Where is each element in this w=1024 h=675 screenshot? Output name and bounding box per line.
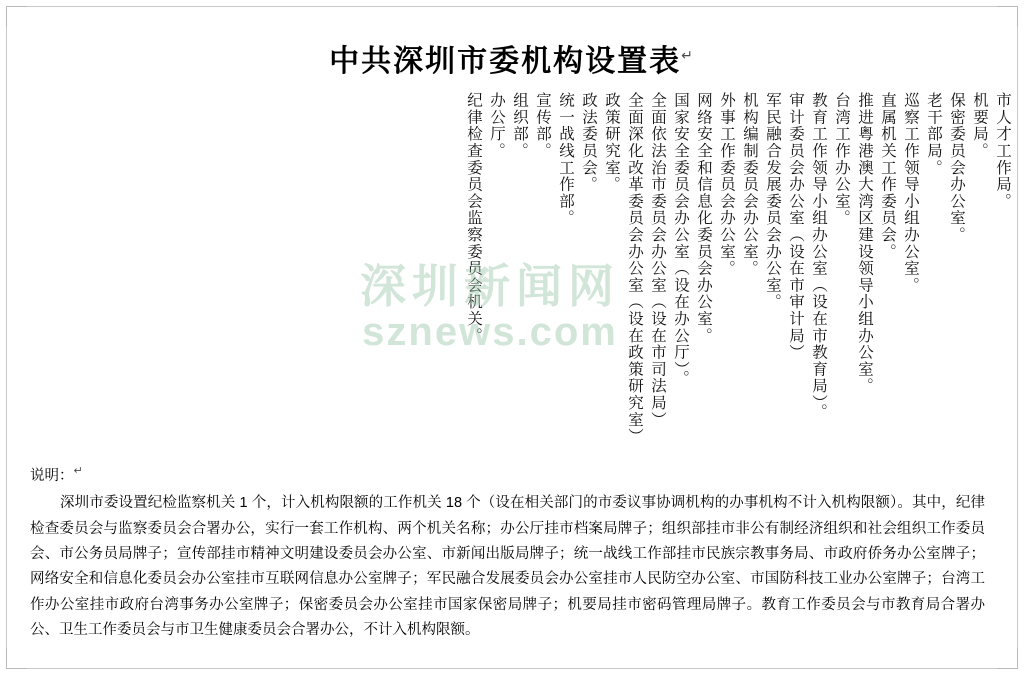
org-column: 机要局。 — [971, 92, 988, 160]
paragraph-mark-icon: ↵ — [681, 47, 695, 63]
org-column: 老干部局。 — [925, 92, 942, 176]
org-column: 直属机关工作委员会。 — [879, 92, 896, 260]
paragraph-mark-icon: ↵ — [73, 465, 83, 477]
organization-columns — [14, 92, 1010, 462]
org-column: 台湾工作办公室。 — [833, 92, 850, 227]
org-column: 机构编制委员会办公室。 — [741, 92, 758, 277]
org-column: 全面依法治市委员会办公室（设在市司法局） — [649, 92, 666, 428]
org-column: 巡察工作领导小组办公室。 — [902, 92, 919, 294]
org-column: 宣传部。 — [534, 92, 551, 160]
page-title-text: 中共深圳市委机构设置表 — [329, 45, 682, 78]
org-column: 教育工作领导小组办公室（设在市教育局）。 — [810, 92, 827, 421]
org-column: 组织部。 — [511, 92, 528, 160]
org-column: 统一战线工作部。 — [557, 92, 574, 227]
org-column: 审计委员会办公室（设在市审计局） — [787, 92, 804, 361]
org-column: 政策研究室。 — [603, 92, 620, 193]
notes-label-text: 说明： — [30, 467, 74, 484]
org-column: 国家安全委员会办公室（设在办公厅）。 — [672, 92, 689, 387]
notes-label — [30, 462, 985, 489]
watermark-chinese: 深圳新闻网 — [360, 260, 620, 312]
crop-mark-bottom-right — [997, 648, 1018, 669]
notes-body: 深圳市委设置纪检监察机关 1 个，计入机构限额的工作机关 18 个（设在相关部门的市委议事协调机构的办事机构不计入机构限额）。其中，纪律检查委员会与监察委员会合署办公，实行一套工作机构、两个机关名称；办公厅挂市档案局牌子；组织部挂市非公有制经济组织和社会组织工作委员会、市公务员局牌子；宣传部挂市精神文明建设委员会办公室、市新闻出版局牌子；统一战线工作部挂市民族宗教事务局、市政府侨务办公室牌子；网络安全和信息化委员会办公室挂市互联网信息办公室牌子；军民融合发展委员会办公室挂市人民防空办公室、市国防科技工业办公室牌子；台湾工作办公室挂市政府台湾事务办公室牌子；保密委员会办公室挂市国家保密局牌子；机要局挂市密码管理局牌子。教育工作委员会与市教育局合署办公、卫生工作委员会与市卫生健康委员会合署办公，不计入机构限额。 — [30, 495, 985, 639]
org-column: 保密委员会办公室。 — [948, 92, 965, 244]
org-column: 推进粤港澳大湾区建设领导小组办公室。 — [856, 92, 873, 395]
notes-section — [30, 462, 985, 643]
crop-mark-top-right — [997, 6, 1018, 27]
org-column: 纪律检查委员会监察委员会机关。 — [465, 92, 482, 344]
crop-mark-top-left — [6, 6, 27, 27]
page-title — [0, 36, 1024, 80]
crop-mark-bottom-left — [6, 648, 27, 669]
watermark-english: sznews.com — [362, 310, 618, 354]
org-column: 政法委员会。 — [580, 92, 597, 193]
org-column: 市人才工作局。 — [994, 92, 1011, 210]
org-column: 网络安全和信息化委员会办公室。 — [695, 92, 712, 344]
org-column: 全面深化改革委员会办公室（设在政策研究室） — [626, 92, 643, 445]
org-column: 办公厅。 — [488, 92, 505, 160]
org-column: 军民融合发展委员会办公室。 — [764, 92, 781, 311]
org-column: 外事工作委员会办公室。 — [718, 92, 735, 277]
